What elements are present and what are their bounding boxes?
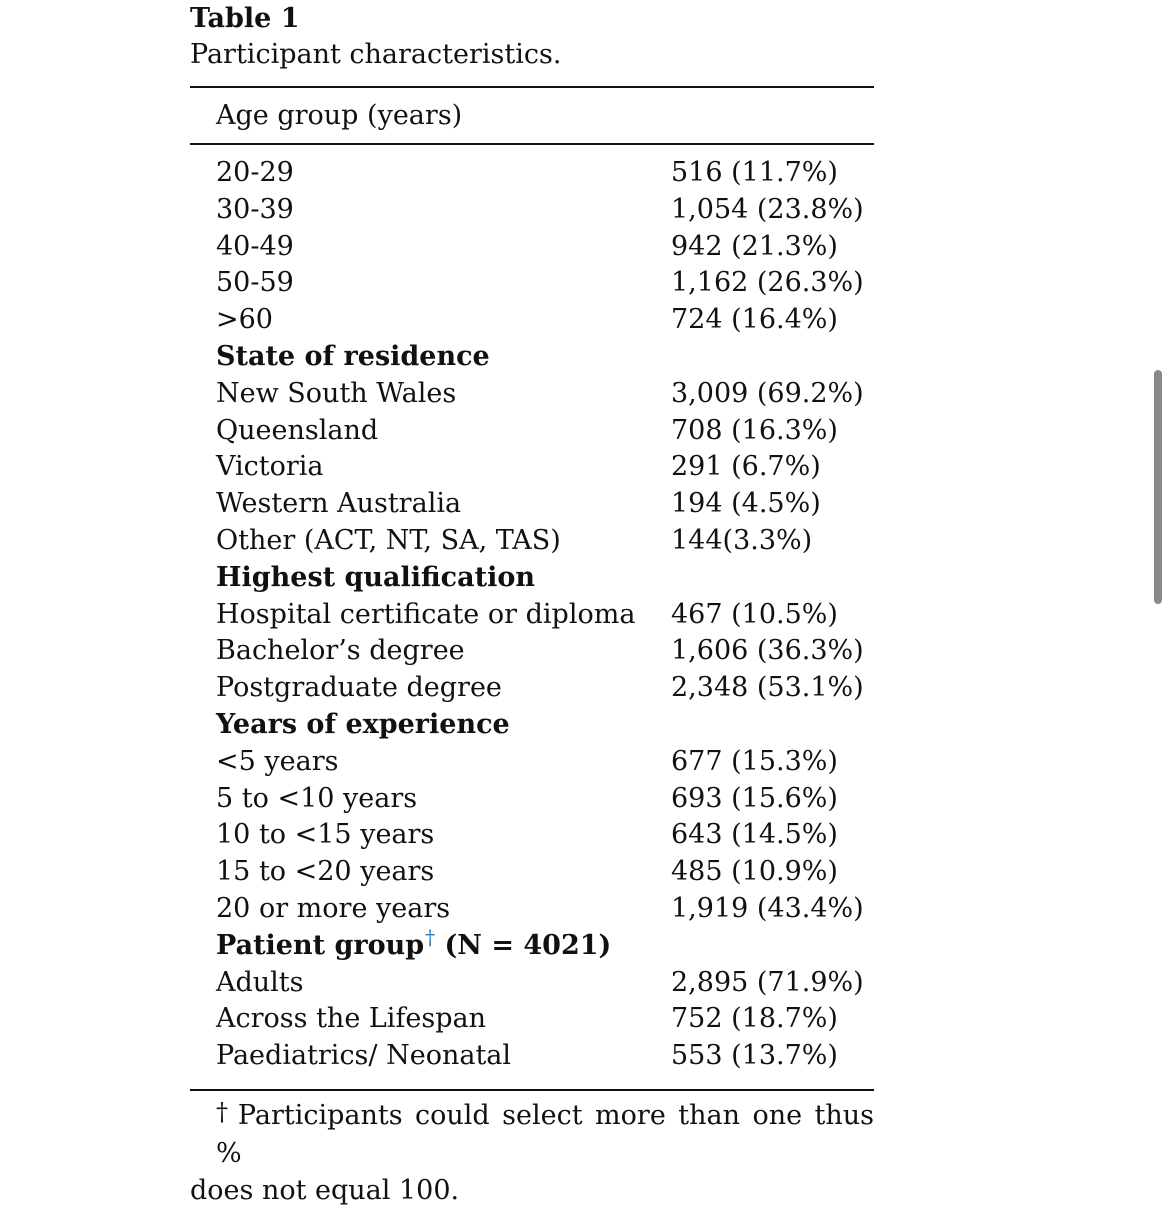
row-label-text: Patient group xyxy=(216,929,425,961)
row-value: 1,054 (23.8%) xyxy=(671,193,864,225)
dagger-footnote-link[interactable]: † xyxy=(425,924,436,949)
row-value: 2,348 (53.1%) xyxy=(671,672,864,704)
row-label-text: <5 years xyxy=(216,745,339,777)
table-row xyxy=(190,449,874,486)
row-label xyxy=(216,891,450,928)
footnote-line-2: does not equal 100. xyxy=(190,1175,460,1206)
table-row xyxy=(190,854,874,891)
row-label-text: Hospital certificate or diploma xyxy=(216,598,636,630)
row-label xyxy=(216,854,434,891)
scrollbar-thumb[interactable] xyxy=(1154,370,1162,604)
row-value: 553 (13.7%) xyxy=(671,1040,838,1072)
header-rule xyxy=(190,143,874,145)
row-label xyxy=(216,670,502,707)
section-heading xyxy=(216,560,535,597)
row-label-text: Paediatrics/ Neonatal xyxy=(216,1040,512,1072)
table-row xyxy=(190,670,874,707)
table-body xyxy=(190,155,874,1075)
table-row xyxy=(190,155,874,192)
row-label xyxy=(216,744,338,781)
table-row xyxy=(190,523,874,560)
table-row xyxy=(190,486,874,523)
row-label xyxy=(216,376,456,413)
row-label-text: Highest qualification xyxy=(216,561,535,593)
row-value: 643 (14.5%) xyxy=(671,819,838,851)
footnote-text-1: Participants could select more than one thus % xyxy=(216,1100,875,1169)
table-row xyxy=(190,965,874,1002)
row-value: 194 (4.5%) xyxy=(671,488,821,520)
row-label-text: Western Australia xyxy=(216,488,462,520)
row-label-text: Postgraduate degree xyxy=(216,672,502,704)
row-label xyxy=(216,523,561,560)
row-label xyxy=(216,1038,511,1075)
row-label-text: State of residence xyxy=(216,340,490,372)
table-row xyxy=(190,817,874,854)
row-label xyxy=(216,413,378,450)
row-label xyxy=(216,633,465,670)
row-label xyxy=(216,597,635,634)
row-label-text: 15 to <20 years xyxy=(216,856,435,888)
footnote-line-1 xyxy=(190,1097,874,1172)
table-row xyxy=(190,413,874,450)
table-caption: Participant characteristics. xyxy=(190,39,562,70)
bottom-rule xyxy=(190,1089,874,1091)
row-value: 1,162 (26.3%) xyxy=(671,267,864,299)
row-label-text: Other (ACT, NT, SA, TAS) xyxy=(216,524,561,556)
row-label xyxy=(216,449,324,486)
row-label-text: 30-39 xyxy=(216,193,294,225)
row-label xyxy=(216,192,294,229)
row-label-text: 5 to <10 years xyxy=(216,782,418,814)
section-heading-row xyxy=(190,707,874,744)
top-rule xyxy=(190,86,874,88)
section-heading-row xyxy=(190,339,874,376)
row-label-text: Queensland xyxy=(216,414,379,446)
row-label-text: Victoria xyxy=(216,451,324,483)
row-value: 485 (10.9%) xyxy=(671,856,838,888)
row-label-text: 50-59 xyxy=(216,267,294,299)
table-row xyxy=(190,229,874,266)
row-label-text: 20 or more years xyxy=(216,892,451,924)
row-label-text: Adults xyxy=(216,966,304,998)
row-label xyxy=(216,486,461,523)
row-label-text: 20-29 xyxy=(216,157,294,188)
row-label-text: 10 to <15 years xyxy=(216,819,435,851)
row-value: 693 (15.6%) xyxy=(671,782,838,814)
row-value: 708 (16.3%) xyxy=(671,414,838,446)
row-value: 516 (11.7%) xyxy=(671,157,838,188)
row-label xyxy=(216,155,294,192)
table-footnote xyxy=(190,1097,874,1209)
section-heading xyxy=(216,924,612,966)
table-row xyxy=(190,781,874,818)
row-label xyxy=(216,781,417,818)
row-value: 467 (10.5%) xyxy=(671,598,838,630)
row-label-text: 40-49 xyxy=(216,230,294,262)
row-label xyxy=(216,302,273,339)
row-label xyxy=(216,229,294,266)
row-value: 144(3.3%) xyxy=(671,524,813,556)
row-label-text: Years of experience xyxy=(216,708,510,740)
row-value: 291 (6.7%) xyxy=(671,451,821,483)
row-label xyxy=(216,817,434,854)
row-value: 1,606 (36.3%) xyxy=(671,635,864,667)
row-label-text: >60 xyxy=(216,304,273,336)
column-header: Age group (years) xyxy=(216,100,463,131)
section-heading-row xyxy=(190,560,874,597)
table-row xyxy=(190,1038,874,1075)
row-label xyxy=(216,265,294,302)
table-row xyxy=(190,302,874,339)
table-row xyxy=(190,376,874,413)
row-label-text: Across the Lifespan xyxy=(216,1003,487,1035)
section-heading xyxy=(216,707,510,744)
row-value: 3,009 (69.2%) xyxy=(671,377,864,409)
table-row xyxy=(190,744,874,781)
footnote-dagger: † xyxy=(216,1098,232,1126)
table-row xyxy=(190,891,874,928)
table-row xyxy=(190,265,874,302)
section-heading-row xyxy=(190,924,874,965)
table-row xyxy=(190,1001,874,1038)
section-heading-suffix: (N = 4021) xyxy=(435,929,612,961)
row-value: 2,895 (71.9%) xyxy=(671,966,864,998)
section-heading xyxy=(216,339,490,376)
row-label-text: New South Wales xyxy=(216,377,457,409)
row-value: 752 (18.7%) xyxy=(671,1003,838,1035)
table-label: Table 1 xyxy=(190,3,300,34)
row-label xyxy=(216,965,304,1002)
table-row xyxy=(190,597,874,634)
row-label-text: Bachelor’s degree xyxy=(216,635,465,667)
table-row xyxy=(190,633,874,670)
row-value: 1,919 (43.4%) xyxy=(671,892,864,924)
table-row xyxy=(190,192,874,229)
row-value: 724 (16.4%) xyxy=(671,304,838,336)
row-value: 942 (21.3%) xyxy=(671,230,838,262)
row-value: 677 (15.3%) xyxy=(671,745,838,777)
row-label xyxy=(216,1001,486,1038)
